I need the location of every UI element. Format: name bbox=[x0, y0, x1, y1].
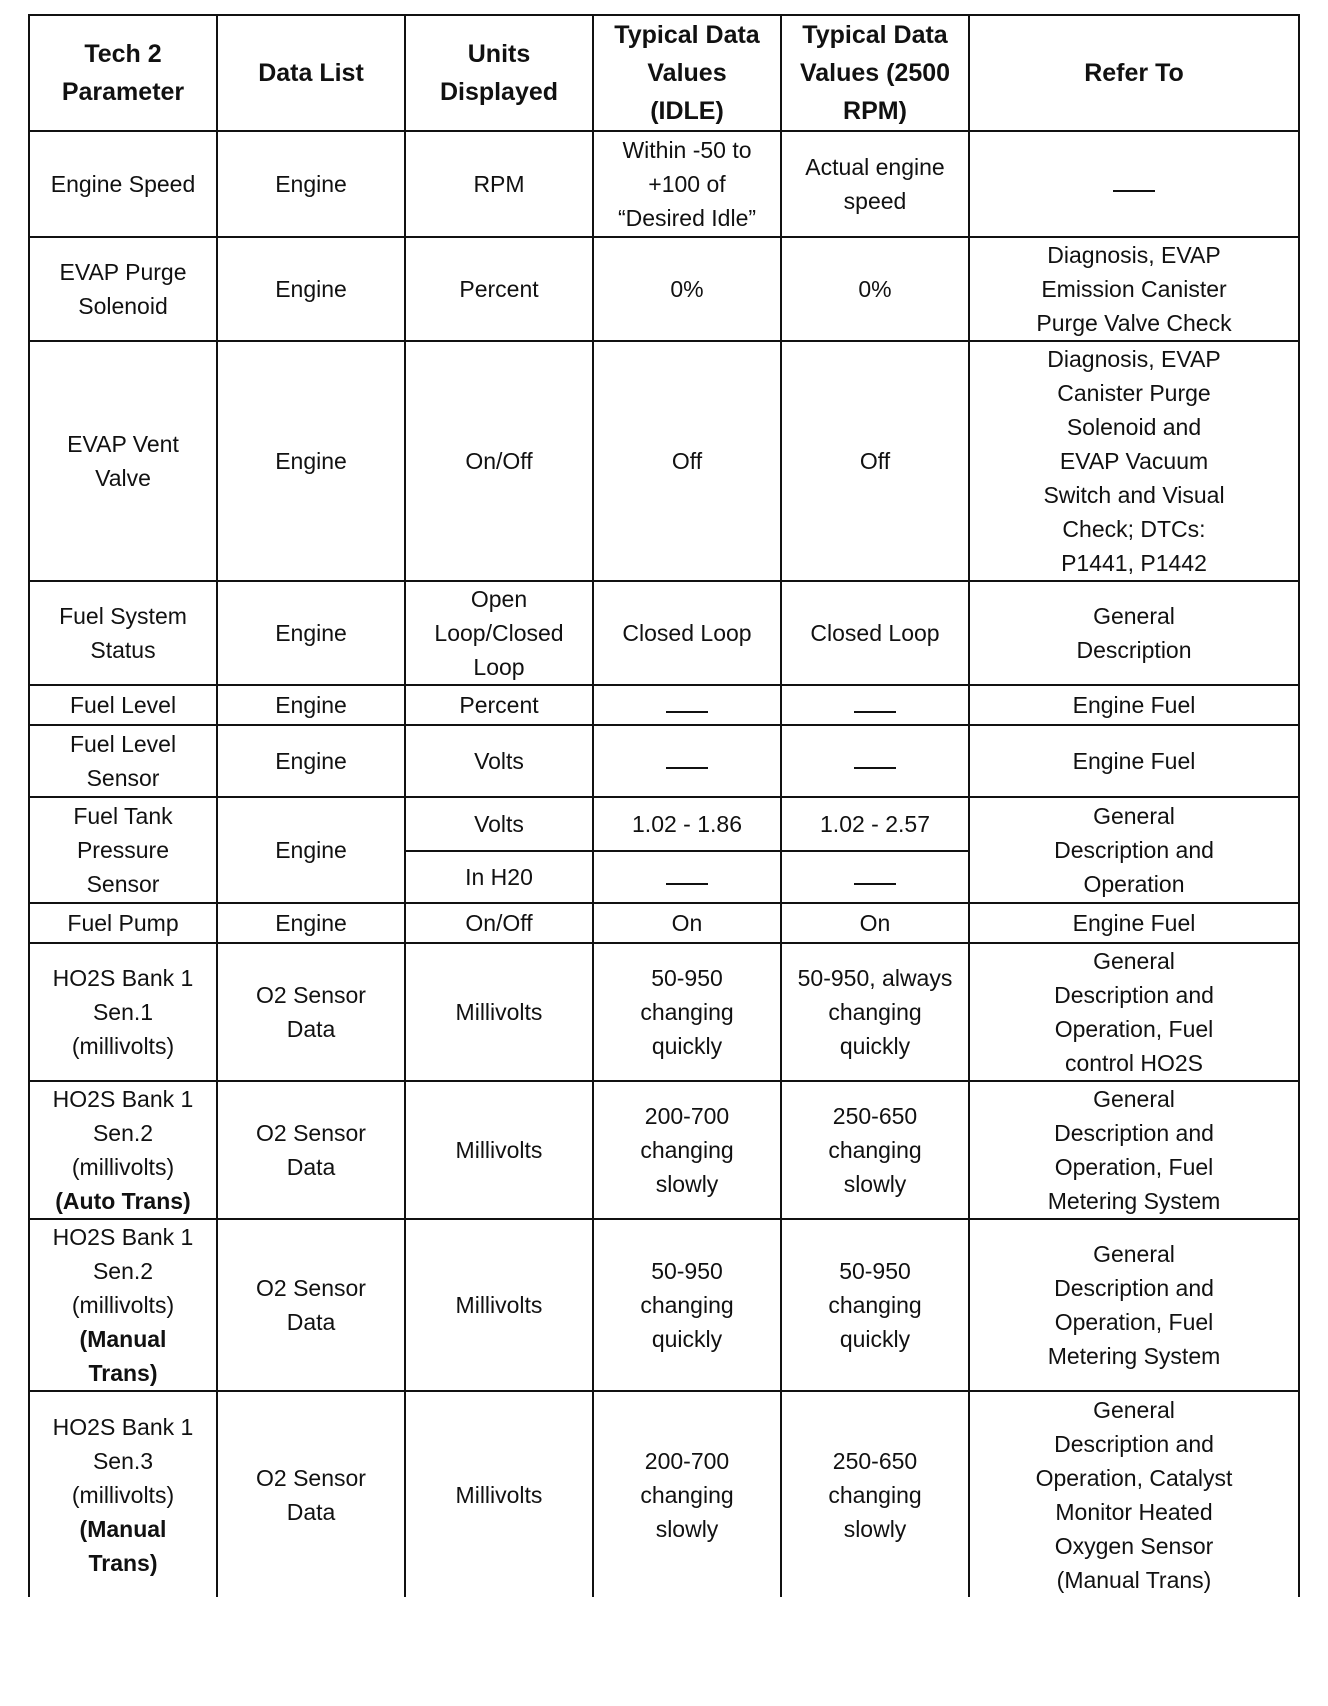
cell-text-line: Engine bbox=[275, 692, 347, 718]
cell-text-line: Operation, Fuel bbox=[1054, 1309, 1214, 1335]
cell-units bbox=[405, 341, 593, 581]
cell-text-line: General bbox=[1093, 948, 1175, 974]
cell-text-line: changing bbox=[828, 1292, 922, 1318]
cell-text-line: General bbox=[1093, 1241, 1175, 1267]
cell-2500rpm bbox=[781, 237, 969, 341]
cell-text-line: Millivolts bbox=[455, 1137, 543, 1163]
cell-text-line: Description and bbox=[1054, 1275, 1214, 1301]
cell-idle bbox=[593, 903, 781, 943]
cell-text-line: Loop bbox=[473, 654, 525, 680]
cell-text-line: General bbox=[1093, 603, 1175, 629]
cell-text-line: Engine bbox=[275, 171, 347, 197]
cell-text-line: Operation bbox=[1083, 871, 1185, 897]
cell-text-line: Values bbox=[647, 59, 727, 87]
cell-text-line: (millivolts) bbox=[71, 1481, 175, 1508]
cell-text-line: Canister Purge bbox=[1057, 380, 1211, 406]
cell-text-line: Pressure bbox=[76, 837, 170, 863]
cell-2500rpm bbox=[781, 581, 969, 685]
cell-text-line: Typical Data bbox=[614, 21, 760, 49]
cell-text-line: Sen.2 bbox=[92, 1258, 154, 1284]
cell-text-line: Fuel System bbox=[59, 603, 187, 629]
cell-text-line: speed bbox=[843, 188, 907, 214]
cell-text-line: slowly bbox=[655, 1171, 719, 1197]
cell-text-line: Displayed bbox=[439, 78, 559, 106]
cell-idle bbox=[593, 685, 781, 725]
cell-text-line: Sensor bbox=[86, 765, 160, 791]
cell-text-line: (IDLE) bbox=[650, 97, 724, 125]
cell-text-line: Description and bbox=[1054, 1120, 1214, 1146]
cell-text-line: Volts bbox=[474, 811, 524, 837]
cell-text-line: Trans) bbox=[88, 1360, 158, 1386]
cell-text-line: Volts bbox=[474, 748, 524, 774]
cell-2500rpm bbox=[781, 1391, 969, 1597]
cell-text-line: Refer To bbox=[1084, 59, 1184, 87]
cell-text-line: 0% bbox=[670, 276, 704, 302]
cell-text-line: Sen.2 bbox=[92, 1120, 154, 1146]
cell-refer-to bbox=[969, 903, 1299, 943]
cell-text-line: changing bbox=[640, 1292, 734, 1318]
cell-text-line: RPM bbox=[473, 171, 525, 197]
header-2500rpm bbox=[781, 15, 969, 131]
cell-text-line: Monitor Heated bbox=[1055, 1498, 1213, 1525]
cell-text-line: Sen.1 bbox=[92, 999, 154, 1025]
cell-text-line: Diagnosis, EVAP bbox=[1047, 242, 1221, 268]
cell-text-line: Status bbox=[90, 637, 156, 663]
table-row bbox=[29, 1219, 1299, 1391]
cell-text-line: Emission Canister bbox=[1041, 276, 1227, 302]
cell-text-line: Engine bbox=[275, 748, 347, 774]
cell-text-line: slowly bbox=[843, 1171, 907, 1197]
cell-parameter bbox=[29, 903, 217, 943]
cell-text-line: HO2S Bank 1 bbox=[52, 965, 194, 991]
table-row bbox=[29, 725, 1299, 797]
cell-text-line: Fuel Level bbox=[69, 692, 177, 718]
cell-text-line: Data List bbox=[258, 59, 364, 87]
cell-text-line: Engine bbox=[275, 448, 347, 474]
cell-text-line: Engine bbox=[275, 620, 347, 646]
cell-text-line: Units bbox=[467, 40, 531, 68]
cell-text-line: Sen.3 bbox=[92, 1447, 154, 1474]
cell-refer-to bbox=[969, 685, 1299, 725]
cell-text-line: General bbox=[1093, 1086, 1175, 1112]
table-row bbox=[29, 237, 1299, 341]
cell-text-line: (Manual bbox=[79, 1515, 167, 1542]
cell-text-line: Solenoid and bbox=[1066, 414, 1202, 440]
cell-idle bbox=[593, 131, 781, 237]
cell-idle bbox=[593, 725, 781, 797]
cell-data-list bbox=[217, 581, 405, 685]
cell-text-line: Open bbox=[470, 586, 528, 612]
cell-text-line: changing bbox=[640, 1137, 734, 1163]
cell-text-line: Purge Valve Check bbox=[1036, 310, 1232, 336]
cell-text-line: quickly bbox=[839, 1033, 911, 1059]
cell-data-list bbox=[217, 943, 405, 1081]
cell-units bbox=[405, 725, 593, 797]
table-row bbox=[29, 943, 1299, 1081]
cell-units bbox=[405, 1081, 593, 1219]
table-row bbox=[29, 1081, 1299, 1219]
cell-text-line: Data bbox=[286, 1016, 336, 1042]
table-header-row bbox=[29, 15, 1299, 131]
cell-2500rpm bbox=[781, 851, 969, 903]
cell-text-line: Engine Fuel bbox=[1072, 910, 1196, 936]
cell-text-line: Engine bbox=[275, 837, 347, 863]
cell-text-line: Description and bbox=[1054, 982, 1214, 1008]
cell-units bbox=[405, 903, 593, 943]
cell-parameter bbox=[29, 237, 217, 341]
cell-idle bbox=[593, 1081, 781, 1219]
cell-2500rpm bbox=[781, 1081, 969, 1219]
table-row bbox=[29, 581, 1299, 685]
cell-text-line: 1.02 - 1.86 bbox=[632, 811, 742, 837]
cell-refer-to bbox=[969, 1219, 1299, 1391]
empty-dash bbox=[854, 753, 896, 769]
cell-text-line: EVAP Purge bbox=[59, 259, 187, 285]
cell-parameter bbox=[29, 797, 217, 903]
cell-text-line: On bbox=[859, 910, 891, 936]
cell-text-line: Engine bbox=[275, 276, 347, 302]
cell-text-line: Millivolts bbox=[455, 1292, 543, 1318]
cell-text-line: Closed Loop bbox=[622, 620, 752, 646]
cell-text-line: 1.02 - 2.57 bbox=[820, 811, 930, 837]
cell-text-line: General bbox=[1093, 803, 1175, 829]
cell-parameter bbox=[29, 725, 217, 797]
cell-parameter bbox=[29, 1081, 217, 1219]
cell-data-list bbox=[217, 237, 405, 341]
cell-text-line: Millivolts bbox=[455, 1481, 543, 1508]
cell-text-line: EVAP Vent bbox=[67, 431, 179, 457]
cell-text-line: O2 Sensor bbox=[256, 1464, 366, 1491]
data-parameter-table-sheet bbox=[28, 14, 1298, 1597]
header-data-list bbox=[217, 15, 405, 131]
cell-text-line: slowly bbox=[843, 1515, 907, 1542]
table-row bbox=[29, 341, 1299, 581]
cell-text-line: (millivolts) bbox=[71, 1033, 175, 1059]
cell-refer-to bbox=[969, 581, 1299, 685]
cell-text-line: (Auto Trans) bbox=[55, 1188, 191, 1214]
cell-data-list bbox=[217, 725, 405, 797]
empty-dash bbox=[854, 697, 896, 713]
cell-units bbox=[405, 131, 593, 237]
cell-text-line: Trans) bbox=[88, 1549, 158, 1576]
cell-parameter bbox=[29, 685, 217, 725]
cell-text-line: Operation, Fuel bbox=[1054, 1154, 1214, 1180]
cell-text-line: Millivolts bbox=[455, 999, 543, 1025]
tech2-parameter-table bbox=[28, 14, 1300, 1597]
cell-text-line: RPM) bbox=[843, 97, 907, 125]
cell-refer-to bbox=[969, 797, 1299, 903]
cell-2500rpm bbox=[781, 1219, 969, 1391]
cell-units bbox=[405, 797, 593, 851]
cell-text-line: Diagnosis, EVAP bbox=[1047, 346, 1221, 372]
cell-text-line: Off bbox=[859, 448, 891, 474]
cell-text-line: Tech 2 bbox=[84, 40, 162, 68]
cell-text-line: Description and bbox=[1054, 1430, 1214, 1457]
cell-text-line: (millivolts) bbox=[71, 1154, 175, 1180]
cell-2500rpm bbox=[781, 943, 969, 1081]
header-idle bbox=[593, 15, 781, 131]
cell-text-line: (Manual bbox=[79, 1326, 167, 1352]
cell-text-line: Data bbox=[286, 1154, 336, 1180]
cell-text-line: Solenoid bbox=[78, 293, 168, 319]
cell-text-line: +100 of bbox=[648, 171, 726, 197]
cell-refer-to bbox=[969, 131, 1299, 237]
cell-text-line: Oxygen Sensor bbox=[1054, 1532, 1214, 1559]
header-parameter bbox=[29, 15, 217, 131]
cell-2500rpm bbox=[781, 797, 969, 851]
cell-units bbox=[405, 1391, 593, 1597]
cell-2500rpm bbox=[781, 903, 969, 943]
cell-text-line: quickly bbox=[651, 1033, 723, 1059]
cell-data-list bbox=[217, 1391, 405, 1597]
cell-text-line: Valve bbox=[95, 465, 151, 491]
cell-text-line: Values (2500 bbox=[799, 59, 951, 87]
cell-idle bbox=[593, 1391, 781, 1597]
cell-data-list bbox=[217, 341, 405, 581]
cell-text-line: 50-950 bbox=[651, 1258, 723, 1284]
empty-dash bbox=[666, 697, 708, 713]
cell-text-line: Loop/Closed bbox=[434, 620, 564, 646]
cell-text-line: 50-950 bbox=[839, 1258, 911, 1284]
cell-text-line: (Manual Trans) bbox=[1056, 1566, 1212, 1593]
cell-text-line: 250-650 bbox=[832, 1103, 918, 1129]
cell-2500rpm bbox=[781, 341, 969, 581]
table-row bbox=[29, 131, 1299, 237]
empty-dash bbox=[666, 869, 708, 885]
cell-text-line: Fuel Level bbox=[69, 731, 177, 757]
cell-text-line: Data bbox=[286, 1309, 336, 1335]
cell-text-line: In H20 bbox=[465, 864, 533, 890]
cell-data-list bbox=[217, 1219, 405, 1391]
cell-text-line: O2 Sensor bbox=[256, 1120, 366, 1146]
cell-text-line: quickly bbox=[839, 1326, 911, 1352]
cell-refer-to bbox=[969, 1081, 1299, 1219]
cell-idle bbox=[593, 581, 781, 685]
cell-idle bbox=[593, 237, 781, 341]
cell-text-line: 50-950 bbox=[651, 965, 723, 991]
cell-parameter bbox=[29, 581, 217, 685]
cell-parameter bbox=[29, 1219, 217, 1391]
header-refer-to bbox=[969, 15, 1299, 131]
cell-2500rpm bbox=[781, 685, 969, 725]
cell-data-list bbox=[217, 797, 405, 903]
cell-refer-to bbox=[969, 943, 1299, 1081]
cell-idle bbox=[593, 1219, 781, 1391]
table-row bbox=[29, 685, 1299, 725]
cell-text-line: changing bbox=[640, 1481, 734, 1508]
cell-text-line: Check; DTCs: bbox=[1062, 516, 1206, 542]
cell-2500rpm bbox=[781, 725, 969, 797]
cell-units bbox=[405, 685, 593, 725]
empty-dash bbox=[666, 753, 708, 769]
cell-text-line: Within -50 to bbox=[622, 137, 752, 163]
cell-text-line: P1441, P1442 bbox=[1061, 550, 1207, 576]
empty-dash bbox=[854, 869, 896, 885]
cell-parameter bbox=[29, 341, 217, 581]
cell-text-line: changing bbox=[640, 999, 734, 1025]
cell-text-line: changing bbox=[828, 1137, 922, 1163]
table-row bbox=[29, 903, 1299, 943]
cell-idle bbox=[593, 797, 781, 851]
cell-2500rpm bbox=[781, 131, 969, 237]
cell-text-line: Off bbox=[671, 448, 703, 474]
cell-text-line: 200-700 bbox=[644, 1447, 730, 1474]
cell-text-line: HO2S Bank 1 bbox=[52, 1413, 194, 1440]
cell-text-line: Metering System bbox=[1047, 1188, 1221, 1214]
cell-text-line: quickly bbox=[651, 1326, 723, 1352]
cell-text-line: Description and bbox=[1054, 837, 1214, 863]
cell-text-line: Percent bbox=[459, 276, 539, 302]
cell-text-line: O2 Sensor bbox=[256, 982, 366, 1008]
cell-units bbox=[405, 1219, 593, 1391]
cell-text-line: On/Off bbox=[465, 910, 533, 936]
cell-text-line: EVAP Vacuum bbox=[1059, 448, 1209, 474]
cell-refer-to bbox=[969, 341, 1299, 581]
cell-idle bbox=[593, 943, 781, 1081]
cell-parameter bbox=[29, 943, 217, 1081]
cell-text-line: Operation, Catalyst bbox=[1035, 1464, 1233, 1491]
cell-text-line: slowly bbox=[655, 1515, 719, 1542]
cell-units bbox=[405, 851, 593, 903]
cell-data-list bbox=[217, 131, 405, 237]
table-row bbox=[29, 1391, 1299, 1597]
cell-text-line: changing bbox=[828, 1481, 922, 1508]
cell-text-line: (millivolts) bbox=[71, 1292, 175, 1318]
cell-parameter bbox=[29, 1391, 217, 1597]
cell-text-line: 250-650 bbox=[832, 1447, 918, 1474]
cell-text-line: Engine Speed bbox=[50, 171, 196, 197]
cell-text-line: On/Off bbox=[465, 448, 533, 474]
cell-text-line: Engine Fuel bbox=[1072, 748, 1196, 774]
cell-units bbox=[405, 581, 593, 685]
cell-text-line: Operation, Fuel bbox=[1054, 1016, 1214, 1042]
cell-text-line: 0% bbox=[858, 276, 892, 302]
cell-data-list bbox=[217, 903, 405, 943]
cell-text-line: control HO2S bbox=[1064, 1050, 1204, 1076]
cell-text-line: Percent bbox=[459, 692, 539, 718]
cell-idle bbox=[593, 341, 781, 581]
cell-idle bbox=[593, 851, 781, 903]
cell-text-line: Description bbox=[1076, 637, 1192, 663]
cell-text-line: HO2S Bank 1 bbox=[52, 1224, 194, 1250]
cell-text-line: HO2S Bank 1 bbox=[52, 1086, 194, 1112]
cell-text-line: On bbox=[671, 910, 703, 936]
cell-text-line: O2 Sensor bbox=[256, 1275, 366, 1301]
cell-text-line: Parameter bbox=[61, 78, 185, 106]
cell-refer-to bbox=[969, 1391, 1299, 1597]
cell-text-line: Actual engine bbox=[805, 154, 945, 180]
cell-text-line: Data bbox=[286, 1498, 336, 1525]
cell-text-line: Sensor bbox=[86, 871, 160, 897]
cell-data-list bbox=[217, 1081, 405, 1219]
header-units bbox=[405, 15, 593, 131]
cell-text-line: Fuel Pump bbox=[67, 910, 179, 936]
cell-text-line: “Desired Idle” bbox=[617, 205, 757, 231]
cell-refer-to bbox=[969, 725, 1299, 797]
cell-text-line: 50-950, always bbox=[797, 965, 953, 991]
cell-text-line: changing bbox=[828, 999, 922, 1025]
cell-text-line: Engine bbox=[275, 910, 347, 936]
cell-parameter bbox=[29, 131, 217, 237]
cell-text-line: 200-700 bbox=[644, 1103, 730, 1129]
cell-units bbox=[405, 237, 593, 341]
cell-text-line: Typical Data bbox=[802, 21, 948, 49]
cell-refer-to bbox=[969, 237, 1299, 341]
cell-units bbox=[405, 943, 593, 1081]
cell-text-line: General bbox=[1093, 1396, 1175, 1423]
cell-text-line: Metering System bbox=[1047, 1343, 1221, 1369]
cell-text-line: Engine Fuel bbox=[1072, 692, 1196, 718]
cell-text-line: Switch and Visual bbox=[1043, 482, 1225, 508]
table-row bbox=[29, 797, 1299, 851]
cell-text-line: Fuel Tank bbox=[73, 803, 173, 829]
cell-text-line: Closed Loop bbox=[810, 620, 940, 646]
empty-dash bbox=[1113, 176, 1155, 192]
cell-data-list bbox=[217, 685, 405, 725]
